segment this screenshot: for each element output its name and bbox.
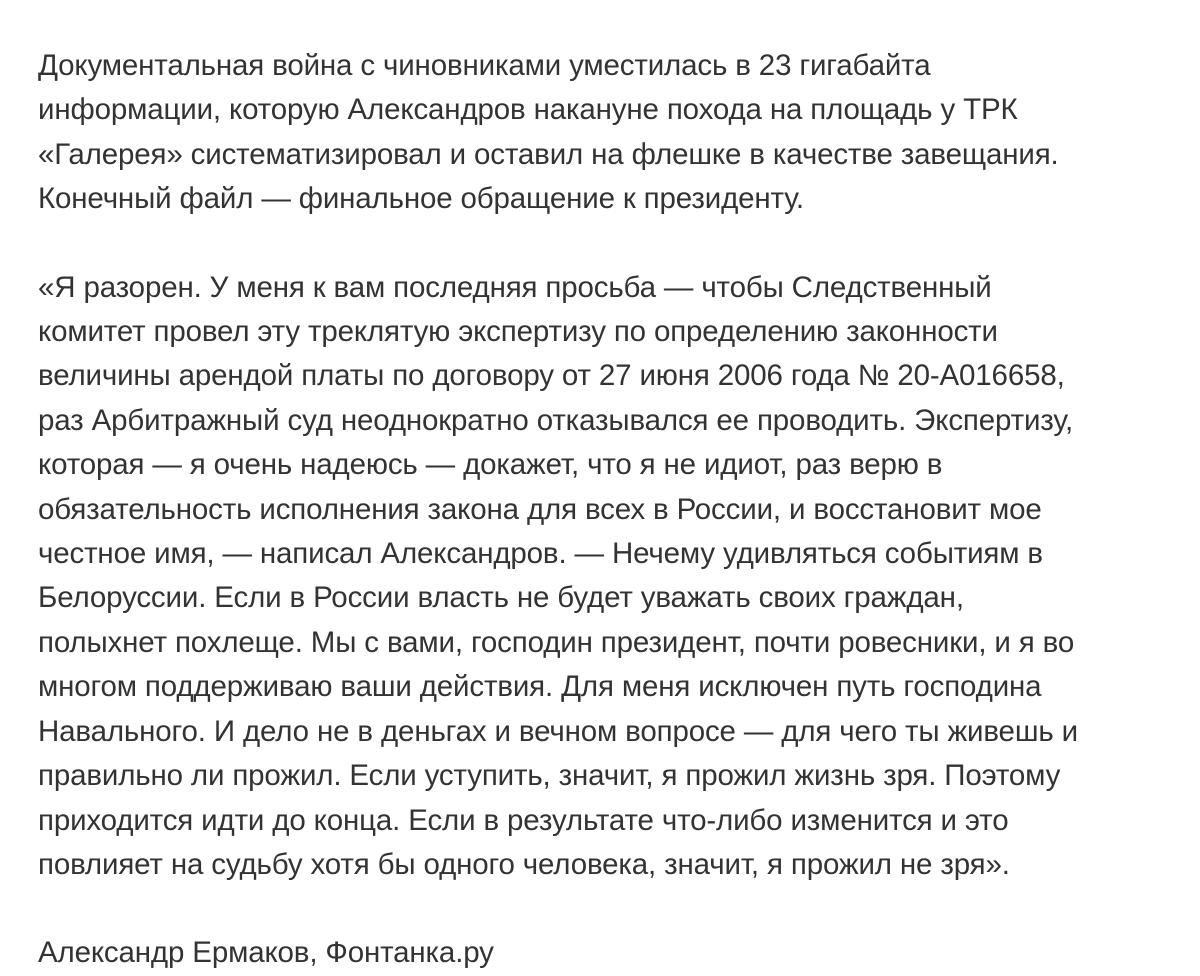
text-line: повлияет на судьбу хотя бы одного человека, значит, я прожил не зря». xyxy=(38,847,1010,881)
text-line: полыхнет похлеще. Мы с вами, господин президент, почти ровесники, и я во xyxy=(38,625,1075,659)
text-line: «Я разорен. У меня к вам последняя просьба — чтобы Следственный xyxy=(38,270,992,304)
paragraph-quote xyxy=(38,266,1198,888)
text-line: комитет провел эту треклятую экспертизу по определению законности xyxy=(38,315,998,349)
text-line: приходится идти до конца. Если в результате что-либо изменится и это xyxy=(38,803,1009,837)
text-line: раз Арбитражный суд неоднократно отказывался ее проводить. Экспертизу, xyxy=(38,403,1074,437)
text-line: Конечный файл — финальное обращение к президенту. xyxy=(38,182,804,216)
text-line: многом поддерживаю ваши действия. Для меня исключен путь господина xyxy=(38,670,1042,704)
photo-credit: Александр Ермаков, Фонтанка.ру xyxy=(38,936,494,970)
paragraph-intro xyxy=(38,44,1198,222)
article-body xyxy=(38,44,1198,976)
text-line: величины арендой платы по договору от 27 июня 2006 года № 20-А016658, xyxy=(38,359,1065,393)
text-line: которая — я очень надеюсь — докажет, что я не идиот, раз верю в xyxy=(38,448,943,482)
text-line: Документальная война с чиновниками уместилась в 23 гигабайта xyxy=(38,49,931,82)
text-line: правильно ли прожил. Если уступить, значит, я прожил жизнь зря. Поэтому xyxy=(38,759,1061,793)
text-line: честное имя, — написал Александров. — Нечему удивляться событиям в xyxy=(38,537,1043,571)
text-line: Навального. И дело не в деньгах и вечном вопросе — для чего ты живешь и xyxy=(38,714,1078,748)
text-line: обязательность исполнения закона для всех в России, и восстановит мое xyxy=(38,492,1042,526)
text-line: информации, которую Александров накануне похода на площадь у ТРК xyxy=(38,93,1018,127)
text-line: «Галерея» систематизировал и оставил на флешке в качестве завещания. xyxy=(38,137,1059,171)
text-line: Белоруссии. Если в России власть не будет уважать своих граждан, xyxy=(38,581,964,615)
